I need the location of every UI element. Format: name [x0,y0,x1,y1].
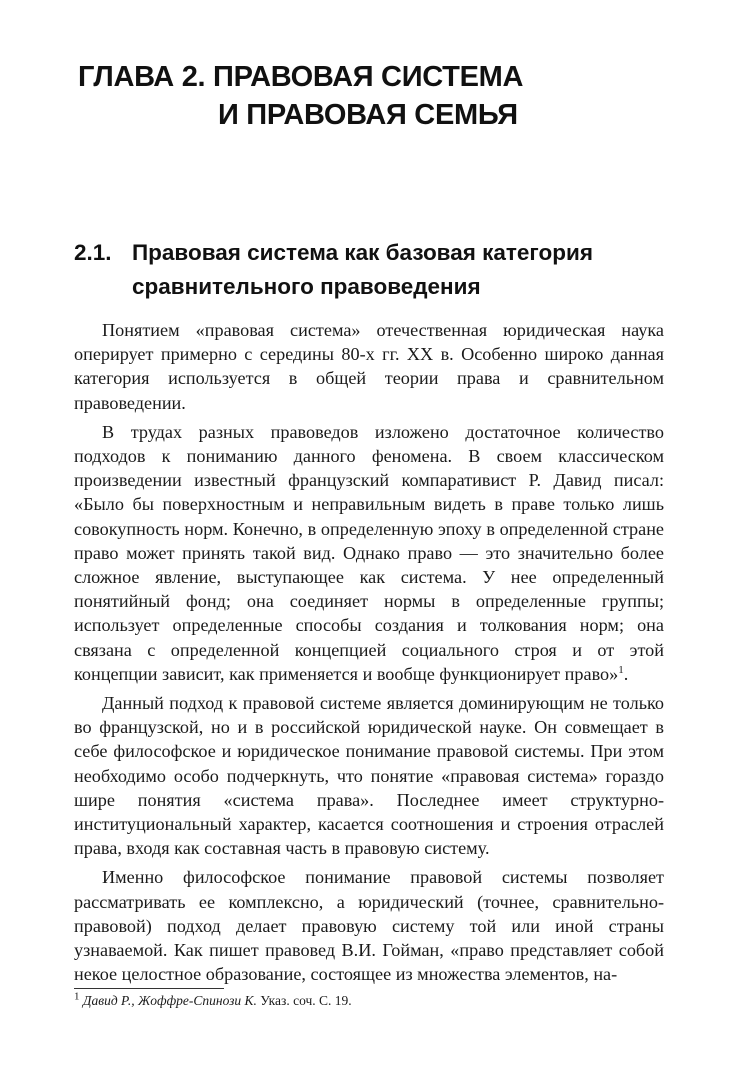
chapter-title-line1: ГЛАВА 2. ПРАВОВАЯ СИСТЕМА [78,61,524,93]
body-text [74,318,664,991]
footnote-separator [74,988,224,989]
chapter-title [78,58,678,134]
footnote-authors: Давид Р., Жоффре-Спинози К. [82,993,257,1008]
footnote-source: Указ. соч. С. 19. [260,993,352,1008]
section-title-line1: Правовая система как базовая категория [132,240,593,265]
section-heading [74,236,684,304]
section-title-line2: сравнительного правоведения [132,274,481,299]
paragraph: Понятием «правовая система» отечественная юридическая наука оперирует примерно с середины 80-х гг. XX в. Особенно широко данная категория используется в общей теории права и сравнительном правоведении. [74,320,664,413]
chapter-title-line2: И ПРАВОВАЯ СЕМЬЯ [218,99,518,131]
paragraph: В трудах разных правоведов изложено достаточное количество подходов к пониманию данного феномена. В своем классическом произведении известный французский компаративист Р. Давид писал: «Было бы поверхностным и неправильным видеть в праве только лишь совокупность норм. Конечно, в определенную эпоху в определенной стране право может принять такой вид. Однако право — это значительно более сложное явление, выступающее как система. У нее определенный понятийный фонд; она соединяет нормы в определенные группы; использует определенные способы создания и толкования норм; она связана с определенной концепцией социального строя и от этой концепции зависит, как применяется и вообще функционирует право»$^1$. [74,421,664,684]
paragraph: Данный подход к правовой системе является доминирующим не только во французской, но и в российской юридической науке. Он совмещает в себе философское и юридическое понимание правовой системы. При этом необходимо особо подчеркнуть, что понятие «правовая система» гораздо шире понятия «система права». Последнее имеет структурно-институциональный характер, касается соотношения и строения отраслей права, входя как составная часть в правовую систему. [74,693,664,859]
section-number: 2.1. [74,240,112,265]
footnote [74,992,664,1010]
footnote-marker: 1 [618,663,624,676]
paragraph: Именно философское понимание правовой системы позволяет рассматривать ее комплексно, а юридический (точнее, сравнительно-правовой) подход делает правовую систему той или иной страны узнаваемой. Как пишет правовед В.И. Гойман, «право представляет собой некое целостное образование, состоящее из множества элементов, на- [74,867,664,985]
footnote-number: 1 [74,990,80,1003]
paragraph-text: В трудах разных правоведов изложено достаточное количество подходов к пониманию данного феномена. В своем классическом произведении известный французский компаративист Р. Давид писал: «Было бы поверхностным и неправильным видеть в праве только лишь совокупность норм. Конечно, в определенную эпоху в определенной стране право может принять такой вид. Однако право — это значительно более сложное явление, выступающее как система. У нее определенный понятийный фонд; она соединяет нормы в определенные группы; использует определенные способы создания и толкования норм; она связана с определенной концепцией социального строя и от этой концепции зависит, как применяется и вообще функционирует право» [74,421,664,684]
